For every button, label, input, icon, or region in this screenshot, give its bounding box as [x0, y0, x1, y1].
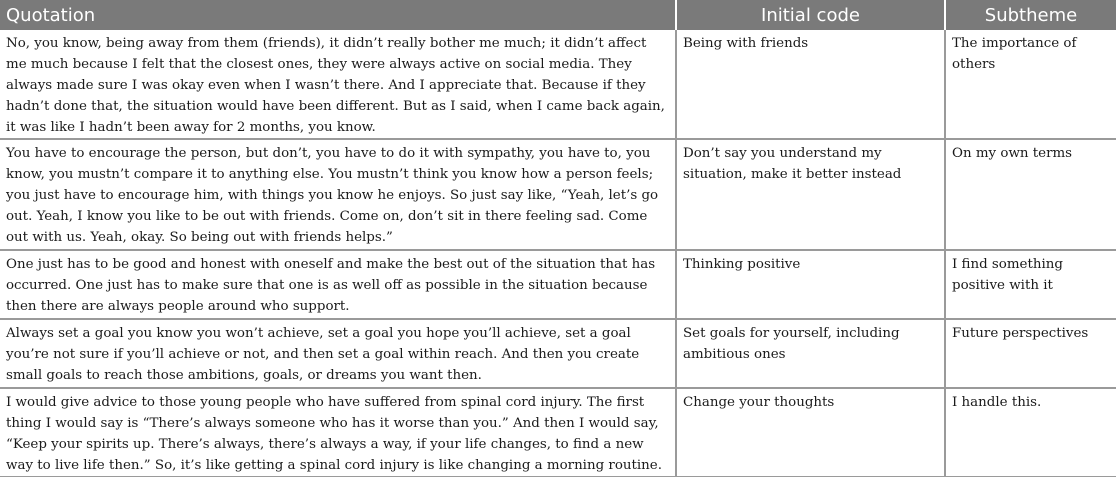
header-quotation: Quotation — [0, 0, 676, 30]
initial-code-cell: Being with friends — [676, 30, 945, 139]
initial-code-cell: Don’t say you understand my situation, make it better instead — [676, 139, 945, 250]
initial-code-cell: Change your thoughts — [676, 388, 945, 477]
initial-code-cell: Thinking positive — [676, 250, 945, 319]
header-initial-code: Initial code — [676, 0, 945, 30]
subtheme-cell: I find something positive with it — [945, 250, 1116, 319]
quotation-cell: Always set a goal you know you won’t achieve, set a goal you hope you’ll achieve, set a goal you’re not sure if you’ll achieve or not, and then set a goal within reach. And then you create small goals to reach those ambitions, goals, or dreams you want then. — [6, 326, 640, 383]
subtheme-cell: Future perspectives — [945, 319, 1116, 388]
quotation-cell: I would give advice to those young people who have suffered from spinal cord injury. The first thing I would say is “There’s always someone who has it worse than you.” And then I would say, “Keep your spirits up. There’s always, there’s always a way, if your life changes, to find a new way to live life then.” So, it’s like getting a spinal cord injury is like changing a morning routine. — [6, 395, 662, 473]
header-subtheme: Subtheme — [945, 0, 1116, 30]
subtheme-cell: The importance of others — [945, 30, 1116, 139]
table-row — [0, 139, 1116, 250]
table-header — [0, 0, 1116, 30]
quotation-cell: No, you know, being away from them (friends), it didn’t really bother me much; it didn’t affect me much because I felt that the closest ones, they were always active on social media. They always made sure I was okay even when I wasn’t there. And I appreciate that. Because if they hadn’t done that, the situation would have been different. But as I said, when I came back again, it was like I hadn’t been away for 2 months, you know. — [6, 36, 665, 135]
subtheme-cell: I handle this. — [945, 388, 1116, 477]
table-row — [0, 388, 1116, 477]
subtheme-cell: On my own terms — [945, 139, 1116, 250]
table-row — [0, 319, 1116, 388]
header-row — [0, 0, 1116, 30]
table-row — [0, 30, 1116, 139]
initial-code-cell: Set goals for yourself, including ambitious ones — [676, 319, 945, 388]
table-body — [0, 30, 1116, 477]
quotation-cell: One just has to be good and honest with oneself and make the best out of the situation that has occurred. One just has to make sure that one is as well off as possible in the situation because then there are always people around who support. — [6, 257, 656, 314]
table-row — [0, 250, 1116, 319]
quotation-cell: You have to encourage the person, but don’t, you have to do it with sympathy, you have to, you know, you mustn’t compare it to anything else. You mustn’t think you know how a person feels; you just have to encourage him, with things you know he enjoys. So just say like, “Yeah, let’s go out. Yeah, I know you like to be out with friends. Come on, don’t sit in there feeling sad. Come out with us. Yeah, okay. So being out with friends helps.” — [6, 146, 659, 245]
